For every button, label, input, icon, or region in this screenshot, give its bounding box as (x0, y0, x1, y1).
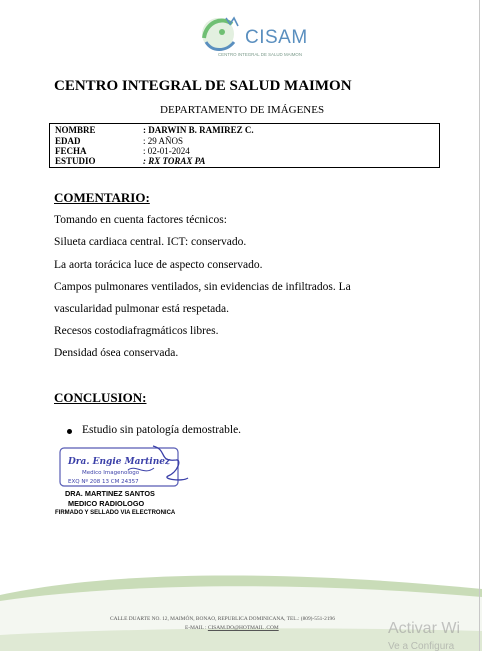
comment-line: Silueta cardiaca central. ICT: conservado. (54, 236, 247, 248)
stamp-line1: Dra. Engie Martinez (68, 457, 171, 467)
comment-line: Recesos costodiafragmáticos libres. (54, 325, 219, 337)
patient-info-box (49, 123, 440, 168)
conclusion-heading: CONCLUSION: (54, 390, 147, 405)
patient-value: : RX TORAX PA (143, 156, 206, 166)
footer-email (185, 625, 279, 631)
patient-value: : 29 AÑOS (143, 136, 184, 146)
conclusion-item: Estudio sin patología demostrable. (82, 424, 242, 436)
page-title: CENTRO INTEGRAL DE SALUD MAIMON (54, 78, 352, 94)
stamp-line3: EXQ Nº 208 13 CM 24357 (68, 479, 139, 485)
comment-line: La aorta torácica luce de aspecto conservado. (54, 259, 263, 271)
comment-heading: COMENTARIO: (54, 190, 150, 205)
doctor-stamp (58, 442, 194, 492)
activation-watermark: Activar Wi (388, 620, 460, 637)
doctor-name: DRA. MARTINEZ SANTOS (65, 489, 155, 498)
comment-line: Campos pulmonares ventilados, sin evidencias de infiltrados. La (54, 281, 351, 293)
patient-value: : 02-01-2024 (143, 146, 190, 156)
signature-note: FIRMADO Y SELLADO VIA ELECTRONICA (55, 510, 176, 516)
cisam-logo (196, 12, 308, 58)
doctor-title: MEDICO RADIOLOGO (68, 499, 145, 508)
footer-email-link[interactable]: CISAM.DO@HOTMAIL .COM (207, 625, 279, 631)
comment-line: Tomando en cuenta factores técnicos: (54, 214, 227, 226)
footer-wave-decoration (0, 575, 482, 651)
page-edge-divider (479, 0, 480, 651)
footer-email-label: E-MAIL : (185, 625, 208, 631)
logo-subtitle: CENTRO INTEGRAL DE SALUD MAIMON (218, 52, 303, 57)
stamp-line2: Medico Imagenologo (82, 470, 140, 476)
comment-line: Densidad ósea conservada. (54, 347, 179, 359)
logo-name: CISAM (245, 27, 308, 48)
department-title: DEPARTAMENTO DE IMÁGENES (160, 104, 325, 116)
patient-label: ESTUDIO (55, 156, 96, 166)
patient-label: NOMBRE (55, 125, 96, 135)
stamp-signature-icon (58, 442, 194, 492)
patient-value: : DARWIN B. RAMIREZ C. (143, 125, 254, 135)
bullet-icon (67, 429, 72, 434)
patient-label: EDAD (55, 136, 81, 146)
footer-address: CALLE DUARTE NO. 12, MAIMÓN, BONAO, REPUBLICA DOMINICANA, TEL.: (809)-551-2196 (110, 616, 335, 622)
patient-label: FECHA (55, 146, 87, 156)
comment-line: vascularidad pulmonar está respetada. (54, 303, 229, 315)
activation-watermark-sub: Ve a Configura (388, 641, 455, 652)
